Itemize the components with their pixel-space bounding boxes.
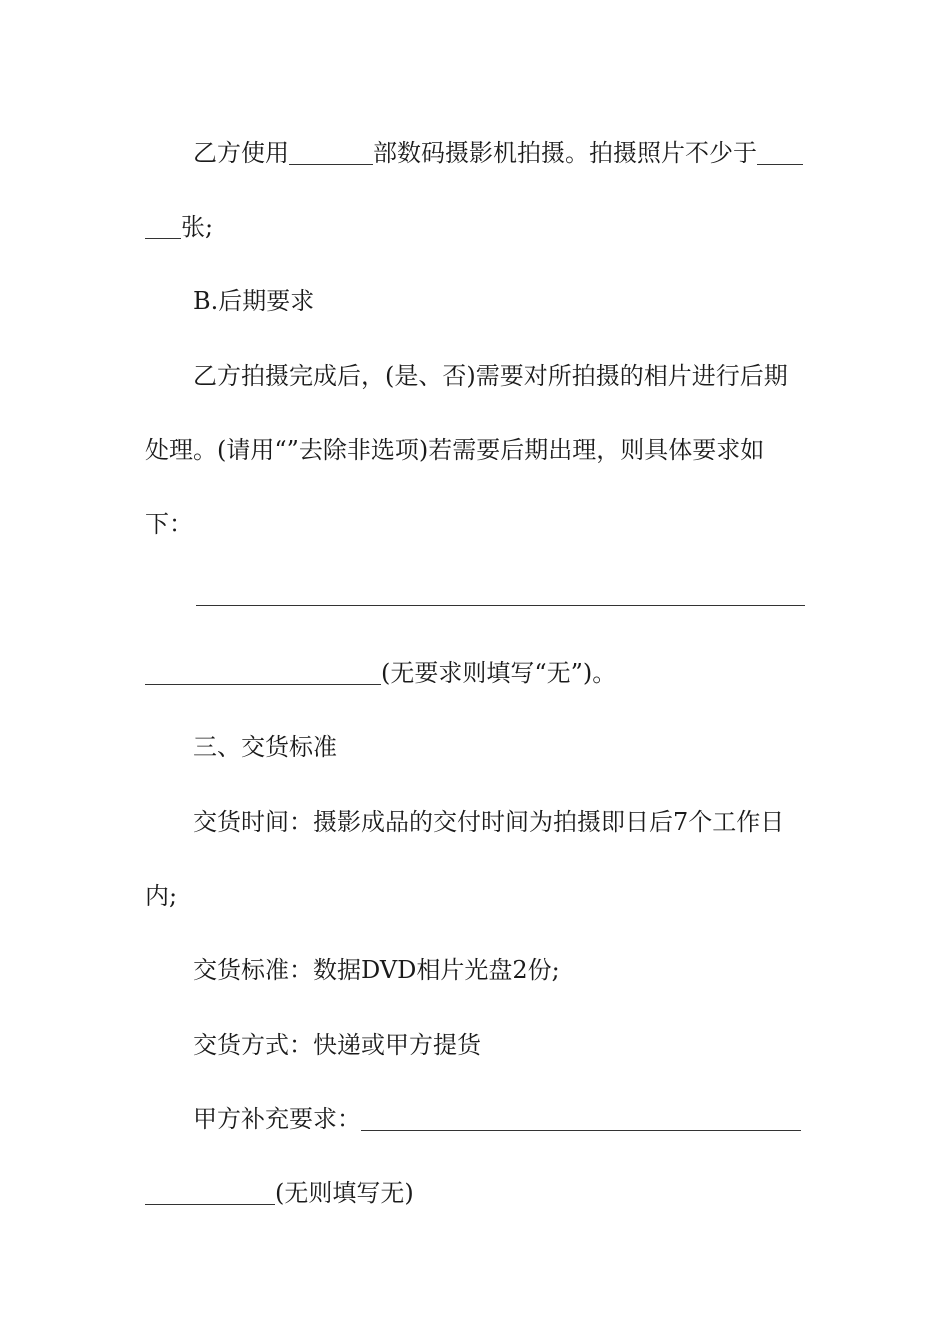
delivery-time-line2: 内; — [145, 882, 178, 910]
delivery-standard: 交货标准：数据DVD相片光盘2份; — [193, 956, 560, 984]
supplement-blank-start[interactable] — [361, 1102, 801, 1131]
camera-count-blank[interactable] — [289, 136, 373, 165]
supplement-end-line — [0, 1173, 950, 1213]
camera-count-prefix: 乙方使用 — [193, 139, 289, 167]
camera-count-line — [0, 133, 950, 173]
camera-count-suffix: 部数码摄影机拍摄。拍摄照片不少于 — [373, 139, 757, 167]
no-requirement-note: (无要求则填写“无”)。 — [381, 659, 617, 687]
section-delivery-title: 三、交货标准 — [193, 733, 337, 761]
requirement-blank-line1[interactable] — [196, 605, 805, 606]
heading-post-processing: B.后期要求 — [193, 287, 315, 315]
delivery-time-line1: 交货时间：摄影成品的交付时间为拍摄即日后7个工作日 — [193, 808, 785, 836]
photo-count-line — [0, 207, 950, 247]
post-processing-para-line2: 处理。(请用“”去除非选项)若需要后期出理，则具体要求如 — [145, 436, 765, 464]
supplement-blank-end[interactable] — [145, 1176, 275, 1205]
delivery-method: 交货方式：快递或甲方提货 — [193, 1031, 481, 1059]
post-processing-para-line3: 下： — [145, 510, 193, 538]
photo-count-blank-start[interactable] — [757, 136, 803, 165]
supplement-requirement-line — [0, 1099, 950, 1139]
post-processing-para-line1: 乙方拍摄完成后，(是、否)需要对所拍摄的相片进行后期 — [193, 362, 788, 390]
requirement-blank-line2 — [0, 653, 950, 693]
requirement-blank[interactable] — [145, 656, 381, 685]
photo-count-blank-end[interactable] — [145, 210, 181, 239]
supplement-label: 甲方补充要求： — [193, 1105, 361, 1133]
photo-count-unit: 张; — [181, 213, 214, 241]
supplement-note: (无则填写无) — [275, 1179, 414, 1207]
